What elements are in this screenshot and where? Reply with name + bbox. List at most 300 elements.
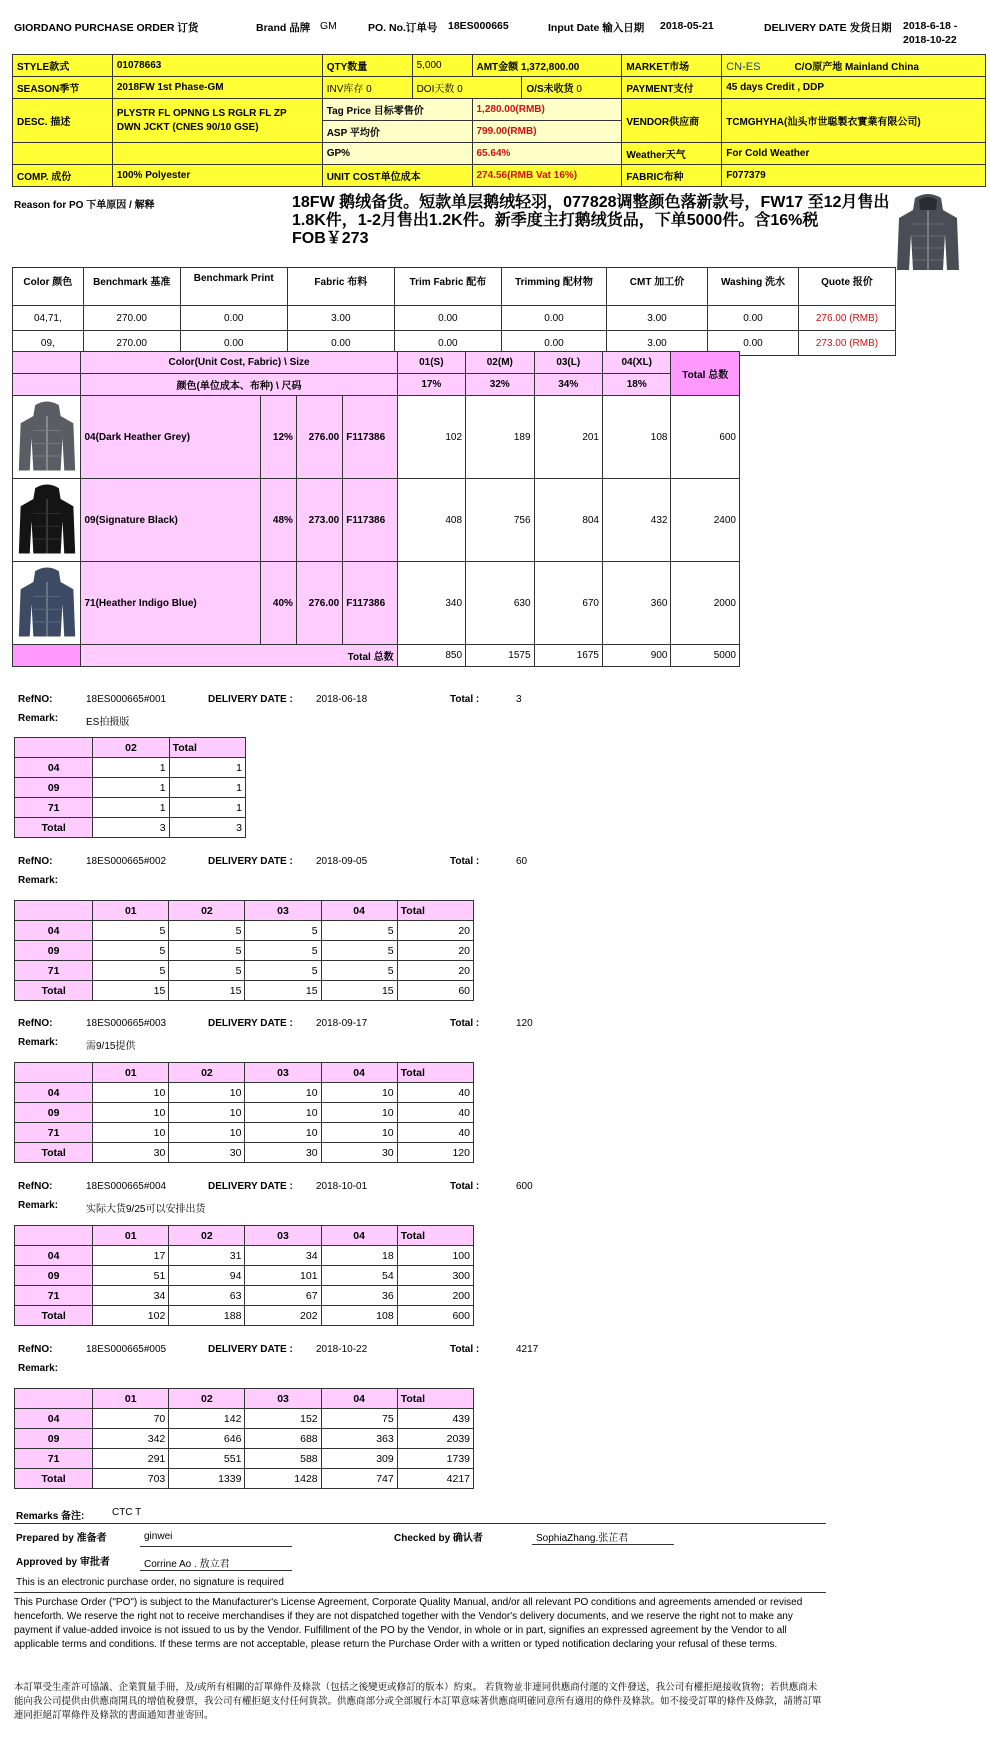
cost-cell: 0.00 xyxy=(394,331,501,356)
qty-cell: 432 xyxy=(603,479,671,562)
remark-value: 需9/15提供 xyxy=(86,1041,136,1052)
os-value: 0 xyxy=(576,84,582,95)
amt-label: AMT金额 xyxy=(476,62,519,73)
total-col-header: Total xyxy=(397,901,473,921)
cost-header: Benchmark 基准 xyxy=(83,268,180,306)
grand-total-label: Total 总数 xyxy=(81,645,397,667)
delivery-date-value: 2018-06-18 xyxy=(316,694,368,705)
vendor-label: VENDOR供应商 xyxy=(622,99,722,143)
doi-label: DOI天数 xyxy=(416,84,455,95)
unit-cost-label: UNIT COST单位成本 xyxy=(322,165,472,187)
qty-cell: 10 xyxy=(245,1103,321,1123)
qty-cell: 600 xyxy=(397,1306,473,1326)
size-header: 03(L) xyxy=(534,352,602,374)
vendor-value: TCMGHYHA(汕头市世聪製衣實業有限公司) xyxy=(722,99,986,143)
cost-cell: 270.00 xyxy=(83,331,180,356)
qty-cell: 1 xyxy=(169,778,245,798)
delivery-date-end: 2018-10-22 xyxy=(903,34,957,46)
qty-cell: 10 xyxy=(93,1083,169,1103)
size-col-header: 03 xyxy=(245,1226,321,1246)
qty-cell: 688 xyxy=(245,1429,321,1449)
delivery-total-value: 4217 xyxy=(516,1344,539,1355)
size-col-header: 03 xyxy=(245,1389,321,1409)
po-label: PO. No.订单号 xyxy=(368,22,438,34)
color-name: 09(Signature Black) xyxy=(81,479,260,562)
delivery-total-label: Total : xyxy=(450,1344,480,1355)
ref-value: 18ES000665#002 xyxy=(86,856,167,867)
qty-cell: 646 xyxy=(169,1429,245,1449)
qty-total-cell: 2400 xyxy=(671,479,740,562)
qty-cell: 40 xyxy=(397,1083,473,1103)
signature-line xyxy=(140,1570,292,1571)
qty-cell: 70 xyxy=(93,1409,169,1429)
signature-line xyxy=(140,1546,292,1547)
prepared-value: ginwei xyxy=(144,1531,173,1542)
qty-cell: 100 xyxy=(397,1246,473,1266)
table-row xyxy=(15,758,246,778)
qty-cell: 94 xyxy=(169,1266,245,1286)
qty-cell: 340 xyxy=(397,562,465,645)
brand-label: Brand 品牌 xyxy=(256,22,311,34)
color-cost: 276.00 xyxy=(296,562,342,645)
blank-cell xyxy=(13,374,81,396)
payment-label: PAYMENT支付 xyxy=(622,77,722,99)
input-date-value: 2018-05-21 xyxy=(660,20,714,32)
doi-cell xyxy=(412,77,522,99)
row-header: Total xyxy=(15,1143,93,1163)
cost-header: CMT 加工价 xyxy=(607,268,708,306)
qty-cell: 188 xyxy=(169,1306,245,1326)
delivery-date-start: 2018-6-18 - xyxy=(903,20,958,32)
qty-cell: 1739 xyxy=(397,1449,473,1469)
qty-cell: 15 xyxy=(93,981,169,1001)
doi-value: 0 xyxy=(457,84,463,95)
cost-cell: 3.00 xyxy=(607,331,708,356)
row-header: 09 xyxy=(15,1429,93,1449)
amt-value: 1,372,800.00 xyxy=(520,62,580,73)
qty-cell: 63 xyxy=(169,1286,245,1306)
delivery-date-label: DELIVERY DATE : xyxy=(208,1018,293,1029)
cost-header: Washing 洗水 xyxy=(708,268,799,306)
ref-value: 18ES000665#003 xyxy=(86,1018,167,1029)
size-col-header: 01 xyxy=(93,1063,169,1083)
delivery-total-value: 3 xyxy=(516,694,522,705)
qty-cell: 5 xyxy=(93,961,169,981)
ref-value: 18ES000665#005 xyxy=(86,1344,167,1355)
qty-cell: 3 xyxy=(169,818,245,838)
qty-cell: 408 xyxy=(397,479,465,562)
qty-cell: 31 xyxy=(169,1246,245,1266)
qty-cell: 360 xyxy=(603,562,671,645)
reason-label: Reason for PO 下单原因 / 解释 xyxy=(14,200,155,211)
size-ratio: 34% xyxy=(534,374,602,396)
table-row xyxy=(15,1469,474,1489)
qty-cell: 1 xyxy=(93,778,169,798)
qty-cell: 291 xyxy=(93,1449,169,1469)
qty-cell: 900 xyxy=(603,645,671,667)
style-value: 01078663 xyxy=(112,55,322,77)
cost-cell: 270.00 xyxy=(83,306,180,331)
qty-cell: 17 xyxy=(93,1246,169,1266)
delivery-date-label: DELIVERY DATE : xyxy=(208,1181,293,1192)
desc-line-2: DWN JCKT (CNES 90/10 GSE) xyxy=(116,121,259,133)
table-row xyxy=(13,479,740,562)
qty-cell: 10 xyxy=(169,1103,245,1123)
os-cell xyxy=(522,77,622,99)
qty-cell: 1 xyxy=(169,758,245,778)
size-col-header: 04 xyxy=(321,1389,397,1409)
row-header: 04 xyxy=(15,1246,93,1266)
inv-cell xyxy=(322,77,412,99)
color-swatch-cell xyxy=(13,479,81,562)
cost-header: Fabric 布料 xyxy=(287,268,394,306)
qty-cell: 1428 xyxy=(245,1469,321,1489)
table-row xyxy=(15,818,246,838)
qty-cell: 5 xyxy=(321,921,397,941)
total-col-header: Total xyxy=(169,738,245,758)
qty-label: QTY数量 xyxy=(322,55,412,77)
delivery-total-label: Total : xyxy=(450,694,480,705)
row-header: 71 xyxy=(15,1286,93,1306)
color-pct: 12% xyxy=(260,396,296,479)
terms-chinese: 本訂單受生產許可協議、企業質量手冊，及/或所有相關的訂單條件及條款（包括之後變更或修訂的版本）約束。 若貨物並非連同供應商付運的文件發送，我公司有權拒絕接收貨物；若供應商未能向我公司提供由供應商開具的增值稅發票，我公司有權拒絕支付任何貨款。供應商部分或全部履行本訂單意味著供應商明確同意所有適用的條件及條款。如不接受訂單的條件及條款，請將訂單連同拒絕訂單條件及條款的書面通知書並寄回。 xyxy=(14,1682,822,1721)
jacket-black-image xyxy=(17,480,77,558)
qty-cell: 804 xyxy=(534,479,602,562)
qty-cell: 10 xyxy=(169,1083,245,1103)
cost-cell: 0.00 xyxy=(180,331,287,356)
delivery-qty-table xyxy=(14,1062,474,1163)
qty-cell: 51 xyxy=(93,1266,169,1286)
qty-cell: 108 xyxy=(321,1306,397,1326)
color-pct: 48% xyxy=(260,479,296,562)
size-col-header: 02 xyxy=(169,1389,245,1409)
total-col-header: Total xyxy=(397,1226,473,1246)
qty-cell: 5 xyxy=(93,921,169,941)
unit-cost-value: 274.56(RMB Vat 16%) xyxy=(472,165,622,187)
prepared-label: Prepared by 准备者 xyxy=(16,1533,107,1544)
color-fabric: F117386 xyxy=(343,396,397,479)
row-header: 71 xyxy=(15,961,93,981)
blank-cell xyxy=(15,738,93,758)
table-row xyxy=(13,562,740,645)
co-label: C/O原产地 xyxy=(794,62,843,73)
qty-value: 5,000 xyxy=(412,55,472,77)
info-table xyxy=(12,54,986,187)
qty-cell: 36 xyxy=(321,1286,397,1306)
gp-value: 65.64% xyxy=(472,143,622,165)
qty-cell: 67 xyxy=(245,1286,321,1306)
row-header: Total xyxy=(15,818,93,838)
qty-cell: 34 xyxy=(245,1246,321,1266)
size-ratio: 32% xyxy=(466,374,534,396)
qty-cell: 152 xyxy=(245,1409,321,1429)
qty-cell: 18 xyxy=(321,1246,397,1266)
size-col-header: 03 xyxy=(245,1063,321,1083)
row-header: 09 xyxy=(15,1266,93,1286)
cost-cell: 0.00 xyxy=(180,306,287,331)
color-size-table xyxy=(12,351,740,667)
table-row xyxy=(15,1123,474,1143)
delivery-date-label: DELIVERY DATE 发货日期 xyxy=(764,22,892,34)
size-col-header: 02 xyxy=(169,901,245,921)
row-header: 71 xyxy=(15,798,93,818)
table-row xyxy=(15,921,474,941)
os-label: O/S未收货 xyxy=(526,84,574,95)
qty-cell: 1575 xyxy=(466,645,534,667)
ref-label: RefNO: xyxy=(18,1181,53,1192)
row-header: 04 xyxy=(15,921,93,941)
table-row xyxy=(15,1246,474,1266)
color-swatch-cell xyxy=(13,396,81,479)
qty-cell: 20 xyxy=(397,921,473,941)
qty-cell: 1 xyxy=(93,798,169,818)
table-row xyxy=(13,306,896,331)
row-header: 04 xyxy=(15,758,93,778)
row-header: 71 xyxy=(15,1123,93,1143)
size-col-header: 02 xyxy=(169,1063,245,1083)
delivery-date-value: 2018-09-05 xyxy=(316,856,368,867)
qty-cell: 5 xyxy=(321,961,397,981)
color-fabric: F117386 xyxy=(343,479,397,562)
inv-value: 0 xyxy=(366,84,372,95)
qty-cell: 202 xyxy=(245,1306,321,1326)
size-col-header: 03 xyxy=(245,901,321,921)
color-cost: 276.00 xyxy=(296,396,342,479)
approved-label: Approved by 审批者 xyxy=(16,1557,110,1568)
delivery-date-value: 2018-09-17 xyxy=(316,1018,368,1029)
table-row xyxy=(13,645,740,667)
qty-cell: 342 xyxy=(93,1429,169,1449)
delivery-qty-table xyxy=(14,1388,474,1489)
qty-cell: 363 xyxy=(321,1429,397,1449)
remark-value: 实际大货9/25可以安排出货 xyxy=(86,1204,206,1215)
qty-cell: 30 xyxy=(245,1143,321,1163)
row-header: 71 xyxy=(15,1449,93,1469)
blank-cell xyxy=(15,1063,93,1083)
size-col-header: 04 xyxy=(321,1226,397,1246)
table-row xyxy=(15,1143,474,1163)
brand-value: GM xyxy=(320,20,337,32)
delivery-total-label: Total : xyxy=(450,856,480,867)
qty-cell: 30 xyxy=(321,1143,397,1163)
qty-cell: 551 xyxy=(169,1449,245,1469)
season-label: SEASON季节 xyxy=(13,77,113,99)
qty-cell: 10 xyxy=(321,1103,397,1123)
qty-cell: 588 xyxy=(245,1449,321,1469)
table-row xyxy=(15,1266,474,1286)
qty-cell: 439 xyxy=(397,1409,473,1429)
size-ratio: 17% xyxy=(397,374,465,396)
delivery-total-label: Total : xyxy=(450,1181,480,1192)
qty-cell: 10 xyxy=(245,1083,321,1103)
table-row xyxy=(13,396,740,479)
fabric-label: FABRIC布种 xyxy=(622,165,722,187)
ref-value: 18ES000665#004 xyxy=(86,1181,167,1192)
qty-cell: 747 xyxy=(321,1469,397,1489)
qty-cell: 3 xyxy=(93,818,169,838)
grand-total-value: 5000 xyxy=(671,645,740,667)
qty-total-cell: 600 xyxy=(671,396,740,479)
total-col-header: Total xyxy=(397,1063,473,1083)
size-col-header: 02 xyxy=(93,738,169,758)
quote-cell: 273.00 (RMB) xyxy=(798,331,895,356)
table-row xyxy=(15,1306,474,1326)
qty-cell: 1 xyxy=(93,758,169,778)
delivery-date-label: DELIVERY DATE : xyxy=(208,1344,293,1355)
qty-cell: 201 xyxy=(534,396,602,479)
size-col-header: 04 xyxy=(321,901,397,921)
jacket-blue-image xyxy=(17,563,77,641)
table-row xyxy=(15,778,246,798)
input-date-label: Input Date 输入日期 xyxy=(548,22,645,34)
divider xyxy=(14,1523,826,1524)
qty-cell: 5 xyxy=(245,921,321,941)
table-row xyxy=(15,1103,474,1123)
delivery-date-label: DELIVERY DATE : xyxy=(208,856,293,867)
color-name: 04(Dark Heather Grey) xyxy=(81,396,260,479)
po-value: 18ES000665 xyxy=(448,20,509,32)
qty-cell: 15 xyxy=(245,981,321,1001)
ref-label: RefNO: xyxy=(18,856,53,867)
table-row xyxy=(15,941,474,961)
tag-value: 1,280.00(RMB) xyxy=(472,99,622,121)
qty-cell: 5 xyxy=(245,961,321,981)
row-header: Total xyxy=(15,981,93,1001)
color-name: 71(Heather Indigo Blue) xyxy=(81,562,260,645)
blank-cell xyxy=(13,352,81,374)
table-row xyxy=(15,961,474,981)
color-size-heading-cn: 颜色(单位成本、布种) \ 尺码 xyxy=(81,374,397,396)
row-header: Total xyxy=(15,1306,93,1326)
qty-cell: 30 xyxy=(169,1143,245,1163)
size-col-header: 01 xyxy=(93,901,169,921)
qty-cell: 102 xyxy=(397,396,465,479)
table-row xyxy=(15,1429,474,1449)
qty-cell: 5 xyxy=(169,941,245,961)
blank-cell xyxy=(15,1389,93,1409)
qty-cell: 309 xyxy=(321,1449,397,1469)
payment-value: 45 days Credit , DDP xyxy=(722,77,986,99)
cost-cell: 0.00 xyxy=(501,306,606,331)
row-header: 04 xyxy=(15,1083,93,1103)
blank-cell xyxy=(13,143,113,165)
inv-label: INV库存 xyxy=(326,84,364,95)
size-col-header: 01 xyxy=(93,1226,169,1246)
qty-cell: 10 xyxy=(93,1123,169,1143)
season-value: 2018FW 1st Phase-GM xyxy=(112,77,322,99)
market-cell xyxy=(722,55,986,77)
qty-cell: 15 xyxy=(169,981,245,1001)
cost-cell: 3.00 xyxy=(607,306,708,331)
cost-breakdown-table xyxy=(12,267,896,356)
divider xyxy=(14,1592,826,1593)
qty-cell: 30 xyxy=(93,1143,169,1163)
ref-value: 18ES000665#001 xyxy=(86,694,167,705)
qty-cell: 1 xyxy=(169,798,245,818)
terms-english: This Purchase Order ("PO") is subject to the Manufacturer's License Agreement, Corporate Quality Manual, and/or all relevant PO conditions and agreements amended or revised henceforth. We reserve the right not to receive merchandises if they are not dispatched together with the Vendor's delivery documents, and we reserve the right not to make any payment if value-added invoice is not issued to us by the Vendor. Fulfillment of the PO by the Vendor, in whole or in part, signifies an expressed agreement by the Vendor to all applicable terms and conditions. If these terms are not acceptable, please return the Purchase Order with a written or typed notification declaring your refusal of these terms. xyxy=(14,1597,803,1650)
cost-header: Trim Fabric 配布 xyxy=(394,268,501,306)
cost-cell: 0.00 xyxy=(287,331,394,356)
style-label: STYLE款式 xyxy=(13,55,113,77)
size-col-header: 01 xyxy=(93,1389,169,1409)
remark-value: ES拍摄版 xyxy=(86,717,130,728)
ref-label: RefNO: xyxy=(18,1344,53,1355)
delivery-total-value: 60 xyxy=(516,856,528,867)
blank-cell xyxy=(112,143,322,165)
size-header: 01(S) xyxy=(397,352,465,374)
qty-cell: 60 xyxy=(397,981,473,1001)
document-title: GIORDANO PURCHASE ORDER 订货 xyxy=(14,22,199,34)
desc-label: DESC. 描述 xyxy=(13,99,113,143)
cost-cell: 09, xyxy=(13,331,84,356)
size-header: 02(M) xyxy=(466,352,534,374)
cost-cell: 0.00 xyxy=(708,331,799,356)
weather-value: For Cold Weather xyxy=(722,143,986,165)
jacket-grey-image xyxy=(17,397,77,475)
qty-cell: 189 xyxy=(466,396,534,479)
color-fabric: F117386 xyxy=(343,562,397,645)
cost-cell: 0.00 xyxy=(708,306,799,331)
cost-cell: 0.00 xyxy=(394,306,501,331)
qty-cell: 703 xyxy=(93,1469,169,1489)
weather-label: Weather天气 xyxy=(622,143,722,165)
qty-cell: 10 xyxy=(321,1083,397,1103)
blank-cell xyxy=(13,645,81,667)
ref-label: RefNO: xyxy=(18,694,53,705)
delivery-qty-table xyxy=(14,900,474,1001)
blank-cell xyxy=(15,1226,93,1246)
qty-cell: 34 xyxy=(93,1286,169,1306)
table-row xyxy=(15,1286,474,1306)
qty-cell: 10 xyxy=(93,1103,169,1123)
table-row xyxy=(15,1449,474,1469)
qty-cell: 850 xyxy=(397,645,465,667)
table-row xyxy=(15,1409,474,1429)
approved-value: Corrine Ao . 敖立君 xyxy=(144,1559,230,1570)
cost-header: Benchmark Print xyxy=(180,268,287,306)
delivery-total-value: 600 xyxy=(516,1181,533,1192)
table-row xyxy=(15,1083,474,1103)
table-row xyxy=(15,798,246,818)
row-header: 04 xyxy=(15,1409,93,1429)
qty-cell: 40 xyxy=(397,1123,473,1143)
tag-label: Tag Price 目标零售价 xyxy=(322,99,472,121)
row-header: 09 xyxy=(15,778,93,798)
qty-cell: 20 xyxy=(397,941,473,961)
cost-cell: 04,71, xyxy=(13,306,84,331)
qty-cell: 2039 xyxy=(397,1429,473,1449)
row-header: Total xyxy=(15,1469,93,1489)
market-value: CN-ES xyxy=(726,61,761,73)
qty-cell: 101 xyxy=(245,1266,321,1286)
delivery-date-label: DELIVERY DATE : xyxy=(208,694,293,705)
color-size-heading: Color(Unit Cost, Fabric) \ Size xyxy=(81,352,397,374)
qty-cell: 630 xyxy=(466,562,534,645)
total-col-header: Total xyxy=(397,1389,473,1409)
qty-cell: 5 xyxy=(245,941,321,961)
qty-cell: 200 xyxy=(397,1286,473,1306)
fabric-value: F077379 xyxy=(722,165,986,187)
gp-label: GP% xyxy=(322,143,472,165)
delivery-total-label: Total : xyxy=(450,1018,480,1029)
color-swatch-cell xyxy=(13,562,81,645)
delivery-date-value: 2018-10-01 xyxy=(316,1181,368,1192)
qty-cell: 108 xyxy=(603,396,671,479)
qty-cell: 1675 xyxy=(534,645,602,667)
ref-label: RefNO: xyxy=(18,1018,53,1029)
qty-total-cell: 2000 xyxy=(671,562,740,645)
qty-cell: 10 xyxy=(245,1123,321,1143)
